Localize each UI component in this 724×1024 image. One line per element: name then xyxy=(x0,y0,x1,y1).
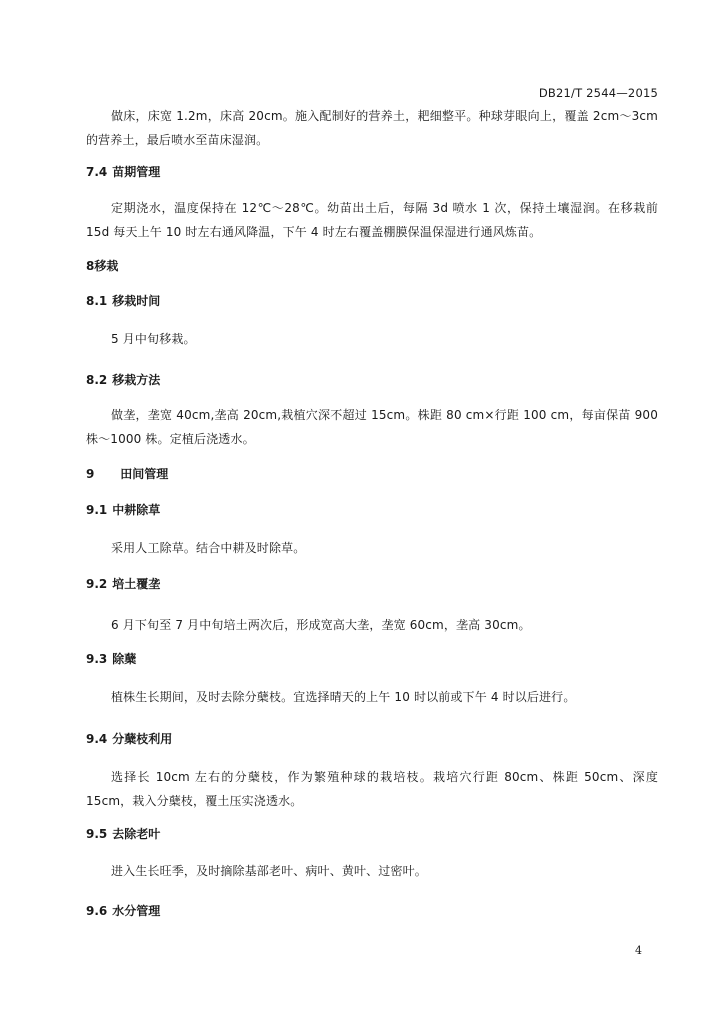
paragraph-earthing-up: 6 月下旬至 7 月中旬培土两次后，形成宽高大垄，垄宽 60cm，垄高 30cm。 xyxy=(111,618,531,632)
section-title: 苗期管理 xyxy=(112,165,161,179)
section-heading-8-2 xyxy=(86,372,658,388)
section-title: 移栽方法 xyxy=(112,373,161,387)
document-code: DB21/T 2544—2015 xyxy=(538,86,658,100)
section-title: 培土覆垄 xyxy=(112,577,161,591)
section-heading-8-1 xyxy=(86,293,658,309)
paragraph-transplant-time: 5 月中旬移栽。 xyxy=(111,332,196,346)
section-heading-8 xyxy=(86,258,658,274)
section-number: 9.2 xyxy=(86,577,108,591)
paragraph-transplant-method: 做垄，垄宽 40cm,垄高 20cm,栽植穴深不超过 15cm。株距 80 cm×行距 100 cm，每亩保苗 900 株～1000 株。定植后浇透水。 xyxy=(86,408,658,446)
section-heading-7-4 xyxy=(86,164,658,180)
section-heading-9-1 xyxy=(86,502,658,518)
page-number: 4 xyxy=(635,944,642,957)
section-title: 除蘖 xyxy=(112,652,137,666)
section-heading-9-3 xyxy=(86,651,658,667)
section-number: 8.1 xyxy=(86,294,108,308)
section-title: 移栽 xyxy=(94,259,119,273)
section-title: 分蘖枝利用 xyxy=(112,732,173,746)
paragraph-tiller-use: 选择长 10cm 左右的分蘖枝，作为繁殖种球的栽培枝。栽培穴行距 80cm、株距 50cm、深度 15cm，栽入分蘖枝，覆土压实浇透水。 xyxy=(86,770,658,808)
paragraph-weeding: 采用人工除草。结合中耕及时除草。 xyxy=(111,541,306,555)
section-title: 水分管理 xyxy=(112,904,161,918)
section-number: 8.2 xyxy=(86,373,108,387)
section-title: 中耕除草 xyxy=(112,503,161,517)
section-number: 8 xyxy=(86,259,95,273)
paragraph-seedbed-continued: 做床，床宽 1.2m，床高 20cm。施入配制好的营养土，耙细整平。种球芽眼向上，覆盖 2cm～3cm的营养土，最后喷水至苗床湿润。 xyxy=(86,109,658,147)
section-heading-9-5 xyxy=(86,826,658,842)
section-number: 7.4 xyxy=(86,165,108,179)
section-number: 9.6 xyxy=(86,904,108,918)
section-number: 9.5 xyxy=(86,827,108,841)
section-title: 移栽时间 xyxy=(112,294,161,308)
section-heading-9 xyxy=(86,466,658,482)
section-number: 9.1 xyxy=(86,503,108,517)
section-number: 9.3 xyxy=(86,652,108,666)
section-title: 田间管理 xyxy=(120,467,169,481)
section-heading-9-2 xyxy=(86,576,658,592)
section-number: 9.4 xyxy=(86,732,108,746)
paragraph-tiller-removal: 植株生长期间，及时去除分蘖枝。宜选择晴天的上午 10 时以前或下午 4 时以后进行。 xyxy=(111,690,576,704)
paragraph-seedling-management: 定期浇水，温度保持在 12℃～28℃。幼苗出土后，每隔 3d 喷水 1 次，保持土壤湿润。在移栽前 15d 每天上午 10 时左右通风降温，下午 4 时左右覆盖棚膜保温保湿进行通风炼苗。 xyxy=(86,201,658,239)
paragraph-old-leaf-removal: 进入生长旺季，及时摘除基部老叶、病叶、黄叶、过密叶。 xyxy=(111,864,427,878)
section-title: 去除老叶 xyxy=(112,827,161,841)
section-heading-9-6 xyxy=(86,903,658,919)
section-number: 9 xyxy=(86,467,95,481)
section-heading-9-4 xyxy=(86,731,658,747)
